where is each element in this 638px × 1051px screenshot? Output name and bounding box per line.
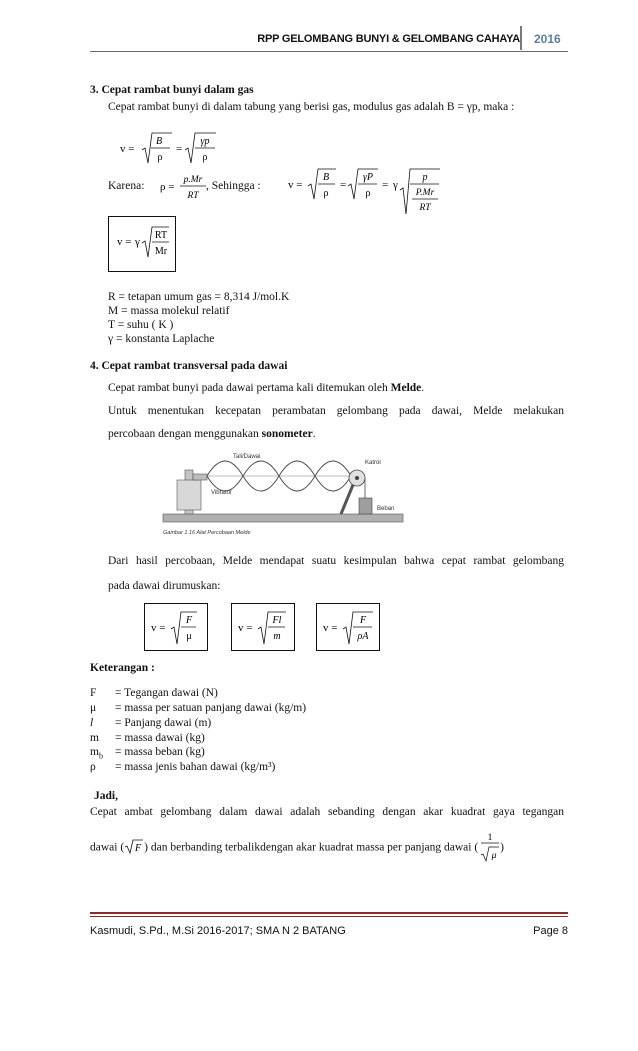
beban-mass <box>359 498 372 514</box>
keterangan-sym-f: F <box>90 687 97 699</box>
f3-lhs: v = <box>323 622 338 634</box>
rho-den: RT <box>187 191 199 201</box>
formula-box-1-svg <box>145 604 207 650</box>
eq2-den-1: ρ <box>323 188 329 199</box>
keterangan-sym-m: m <box>90 732 99 744</box>
inv-sqrt-mu-inline <box>478 829 500 867</box>
keterangan-text-mb: = massa beban (kg) <box>115 746 205 758</box>
f2-den: m <box>273 631 281 642</box>
boxed-formula-gas <box>108 216 176 272</box>
para2-post: . <box>312 428 316 440</box>
eq2-eq-a: = <box>340 179 347 191</box>
melde-apparatus-figure <box>155 450 415 545</box>
section-4-para-1 <box>108 382 424 394</box>
inv-sqrt-mu-svg <box>478 829 500 863</box>
boxed-formula-gas-svg <box>109 217 175 271</box>
eq2-gamma: γ <box>393 179 398 191</box>
eq2-num-2: γP <box>362 172 374 183</box>
header-rule <box>90 51 568 52</box>
boxed-lhs: v = <box>117 236 132 248</box>
keterangan-sym-mb: $m_b$ <box>90 746 103 761</box>
definition-m: M = massa molekul relatif <box>108 305 230 317</box>
sonometer-word: sonometer <box>261 428 313 440</box>
label-beban: Beban <box>377 506 395 512</box>
pulley-axle <box>355 476 359 480</box>
inv-den: μ <box>491 851 497 861</box>
jadi-line2-mid: ) dan berbanding terbalikdengan akar kuadrat massa per panjang dawai ( <box>144 841 479 854</box>
formula-box-1 <box>144 603 208 651</box>
footer-rule-thick <box>90 912 568 914</box>
sqrt-f-svg <box>124 838 144 854</box>
keterangan-text-mu: = massa per satuan panjang dawai (kg/m) <box>115 702 307 714</box>
header-separator <box>520 26 522 50</box>
section-4-para-2-line-1: Untuk menentukan kecepatan perambatan gelombang pada dawai, Melde melakukan <box>108 405 564 417</box>
jadi-line-2 <box>90 829 504 867</box>
keterangan-text-f: = Tegangan dawai (N) <box>115 687 218 699</box>
footer-author: Kasmudi, S.Pd., M.Si 2016-2017; SMA N 2 BATANG <box>90 925 346 937</box>
formula-box-3 <box>316 603 380 651</box>
boxed-num: RT <box>154 230 168 241</box>
section-4-heading: 4. Cepat rambat transversal pada dawai <box>90 360 288 372</box>
section-4-para-3-line-2: pada dawai dirumuskan: <box>108 580 221 592</box>
section-4-para-2-line-2 <box>108 428 316 440</box>
footer-rule-thin <box>90 916 568 917</box>
sqrt-f-inline <box>124 838 144 858</box>
sehingga-label: , Sehingga : <box>206 180 261 192</box>
keterangan-sym-rho: ρ <box>90 761 96 773</box>
rho-num: p.Mr <box>183 175 203 185</box>
figure-caption: Gambar 1.16 Alat Percobaan Melde <box>163 530 251 536</box>
eq1-den-2: ρ <box>202 152 208 163</box>
eq2-den-2: ρ <box>365 188 371 199</box>
equation-v-gas-2 <box>288 166 448 223</box>
eq1-num-1: B <box>155 136 163 147</box>
equation-v-gas-1 <box>120 130 240 171</box>
formula-box-2 <box>231 603 295 651</box>
label-tali: Tali/Dawai <box>233 454 261 460</box>
formula-box-2-svg <box>232 604 294 650</box>
label-vibrator: Vibrator <box>211 490 232 496</box>
jadi-line2-pre: dawai ( <box>90 841 125 854</box>
eq1-den-1: ρ <box>157 152 163 163</box>
keterangan-text-rho: = massa jenis bahan dawai (kg/m³) <box>115 761 276 773</box>
equation-v-gas-1-svg <box>120 130 240 166</box>
section-4-para-3-line-1: Dari hasil percobaan, Melde mendapat suatu kesimpulan bahwa cepat rambat gelombang <box>108 555 564 567</box>
definition-r: R = tetapan umum gas = 8,314 J/mol.K <box>108 291 290 303</box>
eq2-num-1: B <box>322 172 330 183</box>
f3-den: ρA <box>357 631 369 642</box>
footer-page-number: Page 8 <box>533 925 568 937</box>
base-plate <box>163 514 403 522</box>
karena-label: Karena: <box>108 180 145 192</box>
f1-sqrt <box>171 612 197 644</box>
rho-lhs: ρ = <box>160 181 175 193</box>
eq2-num-3: p <box>422 172 428 183</box>
jadi-heading: Jadi, <box>94 790 118 802</box>
section-3-heading: 3. Cepat rambat bunyi dalam gas <box>90 84 254 96</box>
definition-t: T = suhu ( K ) <box>108 319 174 331</box>
f2-lhs: v = <box>238 622 253 634</box>
eq2-eq-b: = <box>382 179 389 191</box>
f1-lhs: v = <box>151 622 166 634</box>
formula-box-3-svg <box>317 604 379 650</box>
eq1-lhs: v = <box>120 143 135 155</box>
vibrator-arm <box>193 474 207 480</box>
f1-num: F <box>185 615 193 626</box>
keterangan-heading: Keterangan : <box>90 662 155 674</box>
melde-apparatus-svg <box>155 450 415 540</box>
inv-num: 1 <box>487 833 493 843</box>
eq1-mid: = <box>176 143 183 155</box>
keterangan-sym-mu: μ <box>90 702 97 714</box>
header-title: RPP GELOMBANG BUNYI & GELOMBANG CAHAYA <box>257 33 520 45</box>
jadi-line-1: Cepat ambat gelombang dalam dawai adalah sebanding dengan akar kuadrat gaya tegangan <box>90 806 564 818</box>
eq2-den-3a: P.Mr <box>415 188 435 198</box>
vibrator-body <box>177 480 201 510</box>
equation-v-gas-2-svg <box>288 166 448 218</box>
eq2-den-3b: RT <box>419 203 431 213</box>
melde-name: Melde <box>390 382 422 394</box>
definition-gamma: γ = konstanta Laplache <box>108 333 215 345</box>
para1-post: . <box>421 382 425 394</box>
f2-num: Fl <box>272 615 282 626</box>
label-katrol: Katrol <box>365 460 381 466</box>
keterangan-sym-l: l <box>90 717 94 729</box>
keterangan-text-m: = massa dawai (kg) <box>115 732 205 744</box>
eq1-num-2: γp <box>200 136 210 147</box>
boxed-den: Mr <box>154 246 168 257</box>
boxed-gamma: γ <box>135 236 140 248</box>
sqrt-f-text: F <box>135 843 142 854</box>
section-3-intro: Cepat rambat bunyi di dalam tabung yang berisi gas, modulus gas adalah B = γp, maka : <box>108 101 515 113</box>
jadi-line2-post: ) <box>500 841 505 854</box>
f1-den: μ <box>186 631 192 642</box>
para1-pre: Cepat rambat bunyi pada dawai pertama kali ditemukan oleh <box>108 382 391 394</box>
keterangan-text-l: = Panjang dawai (m) <box>115 717 212 729</box>
mb-subscript: b <box>98 751 103 761</box>
para2-pre: percobaan dengan menggunakan <box>108 428 262 440</box>
f3-num: F <box>359 615 367 626</box>
header-year: 2016 <box>534 32 561 46</box>
eq2-lhs: v = <box>288 179 303 191</box>
